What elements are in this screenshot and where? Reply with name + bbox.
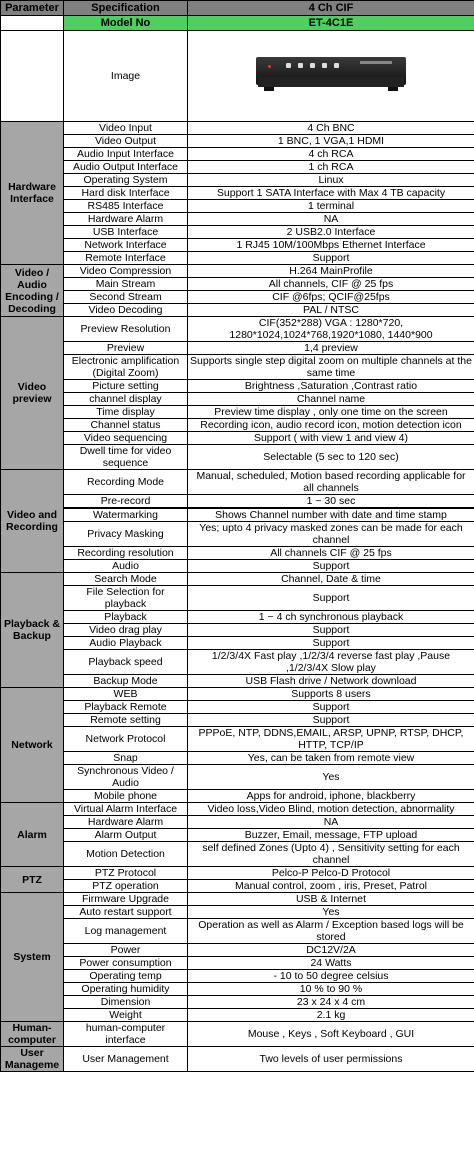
spec-parameter: channel display (64, 393, 188, 406)
spec-value: All channels CIF @ 25 fps (188, 547, 474, 560)
spec-row (1, 380, 474, 393)
spec-row (1, 996, 474, 1009)
spec-value: Support (188, 624, 474, 637)
spec-value: 2.1 kg (188, 1009, 474, 1022)
dvr-led-icon (268, 65, 271, 68)
spec-parameter: Hard disk Interface (64, 187, 188, 200)
spec-value: Operation as well as Alarm / Exception based logs will be stored (188, 919, 474, 944)
spec-parameter: Weight (64, 1009, 188, 1022)
spec-row (1, 983, 474, 996)
spec-parameter: PTZ operation (64, 880, 188, 893)
group-label: Video preview (1, 317, 64, 470)
spec-row (1, 752, 474, 765)
spec-parameter: Snap (64, 752, 188, 765)
spec-value: All channels, CIF @ 25 fps (188, 278, 474, 291)
image-row (1, 31, 474, 122)
spec-value: 1 terminal (188, 200, 474, 213)
spec-row (1, 355, 474, 380)
spec-parameter: Watermarking (64, 509, 188, 522)
spec-row (1, 573, 474, 586)
spec-value: Manual control, zoom , iris, Preset, Patrol (188, 880, 474, 893)
group-label: Video / Audio Encoding / Decoding (1, 265, 64, 317)
spec-value: Linux (188, 174, 474, 187)
spec-parameter: Main Stream (64, 278, 188, 291)
spec-parameter: Playback Remote (64, 701, 188, 714)
spec-row (1, 1047, 474, 1072)
spec-row (1, 867, 474, 880)
spec-value: USB & Internet (188, 893, 474, 906)
spec-value: 1,4 preview (188, 342, 474, 355)
spec-parameter: USB Interface (64, 226, 188, 239)
group-label: Alarm (1, 803, 64, 867)
spec-parameter: Network Interface (64, 239, 188, 252)
spec-value: Channel name (188, 393, 474, 406)
image-spacer (1, 31, 64, 122)
spec-row (1, 213, 474, 226)
spec-row (1, 161, 474, 174)
group-label: System (1, 893, 64, 1022)
spec-parameter: Video drag play (64, 624, 188, 637)
spec-row (1, 970, 474, 983)
spec-parameter: Hardware Alarm (64, 213, 188, 226)
spec-parameter: Firmware Upgrade (64, 893, 188, 906)
spec-row (1, 637, 474, 650)
spec-value: Channel, Date & time (188, 573, 474, 586)
spec-row (1, 919, 474, 944)
spec-value: Supports 8 users (188, 688, 474, 701)
spec-value: Two levels of user permissions (188, 1047, 474, 1072)
spec-parameter: Playback speed (64, 650, 188, 675)
spec-row (1, 957, 474, 970)
spec-value: 4 ch RCA (188, 148, 474, 161)
header-parameter: Parameter (1, 1, 64, 16)
spec-value: Support (188, 560, 474, 573)
spec-row (1, 765, 474, 790)
spec-parameter: Electronic amplification (Digital Zoom) (64, 355, 188, 380)
spec-parameter: Audio Input Interface (64, 148, 188, 161)
spec-row (1, 239, 474, 252)
spec-row (1, 829, 474, 842)
spec-row (1, 880, 474, 893)
spec-row (1, 893, 474, 906)
spec-row (1, 174, 474, 187)
spec-row (1, 790, 474, 803)
dvr-foot (264, 87, 274, 91)
group-label: Network (1, 688, 64, 803)
spec-parameter: Alarm Output (64, 829, 188, 842)
spec-parameter: Backup Mode (64, 675, 188, 688)
spec-row (1, 122, 474, 135)
spec-value: Support (188, 714, 474, 727)
spec-row (1, 522, 474, 547)
spec-row (1, 509, 474, 522)
spec-value: Buzzer, Email, message, FTP upload (188, 829, 474, 842)
spec-parameter: Video Decoding (64, 304, 188, 317)
spec-value: DC12V/2A (188, 944, 474, 957)
spec-parameter: Motion Detection (64, 842, 188, 867)
spec-parameter: Remote Interface (64, 252, 188, 265)
dvr-device-image (256, 51, 406, 101)
spec-value: NA (188, 816, 474, 829)
spec-row (1, 842, 474, 867)
spec-row (1, 135, 474, 148)
spec-parameter: Auto restart support (64, 906, 188, 919)
spec-value: Brightness ,Saturation ,Contrast ratio (188, 380, 474, 393)
header-row (1, 1, 474, 16)
spec-parameter: Virtual Alarm Interface (64, 803, 188, 816)
spec-parameter: Picture setting (64, 380, 188, 393)
spec-parameter: Time display (64, 406, 188, 419)
spec-value: Mouse , Keys , Soft Keyboard , GUI (188, 1022, 474, 1047)
spec-value: H.264 MainProfile (188, 265, 474, 278)
spec-parameter: Audio Playback (64, 637, 188, 650)
spec-row (1, 586, 474, 611)
spec-parameter: Audio (64, 560, 188, 573)
spec-parameter: File Selection for playback (64, 586, 188, 611)
dvr-foot (388, 87, 398, 91)
spec-value: Support (188, 586, 474, 611)
spec-value: 1 ~ 30 sec (188, 495, 474, 508)
spec-row (1, 727, 474, 752)
spec-row (1, 226, 474, 239)
spec-value: Recording icon, audio record icon, motion detection icon (188, 419, 474, 432)
spec-parameter: RS485 Interface (64, 200, 188, 213)
spec-parameter: WEB (64, 688, 188, 701)
spec-value: Selectable (5 sec to 120 sec) (188, 445, 474, 470)
spec-parameter: Video Input (64, 122, 188, 135)
dvr-button-icon (298, 63, 303, 68)
spec-row (1, 675, 474, 688)
spec-row (1, 304, 474, 317)
spec-value: - 10 to 50 degree celsius (188, 970, 474, 983)
spec-value: 2 USB2.0 Interface (188, 226, 474, 239)
model-row (1, 16, 474, 31)
spec-body (1, 16, 474, 1072)
spec-parameter: Privacy Masking (64, 522, 188, 547)
dvr-button-icon (322, 63, 327, 68)
spec-parameter: PTZ Protocol (64, 867, 188, 880)
spec-row (1, 470, 474, 495)
spec-value: 10 % to 90 % (188, 983, 474, 996)
spec-value: Video loss,Video Blind, motion detection, abnormality (188, 803, 474, 816)
spec-value: self defined Zones (Upto 4) , Sensitivity setting for each channel (188, 842, 474, 867)
spec-value: Yes (188, 906, 474, 919)
spec-value: USB Flash drive / Network download (188, 675, 474, 688)
spec-parameter: Preview (64, 342, 188, 355)
spec-value: Support (188, 701, 474, 714)
header-specification: Specification (64, 1, 188, 16)
spec-row (1, 148, 474, 161)
spec-row (1, 714, 474, 727)
spec-parameter: Recording Mode (64, 470, 188, 495)
spec-row (1, 495, 474, 508)
spec-parameter: human-computer interface (64, 1022, 188, 1047)
spec-parameter: Mobile phone (64, 790, 188, 803)
spec-value: NA (188, 213, 474, 226)
spec-value: Support (188, 637, 474, 650)
spec-parameter: Power (64, 944, 188, 957)
spec-parameter: Dwell time for video sequence (64, 445, 188, 470)
spec-row (1, 906, 474, 919)
spec-parameter: Operating temp (64, 970, 188, 983)
spec-value: Support ( with view 1 and view 4) (188, 432, 474, 445)
spec-value: PPPoE, NTP, DDNS,EMAIL, ARSP, UPNP, RTSP, DHCP, HTTP, TCP/IP (188, 727, 474, 752)
spec-parameter: Network Protocol (64, 727, 188, 752)
group-label: User Manageme (1, 1047, 64, 1072)
spec-row (1, 944, 474, 957)
spec-row (1, 252, 474, 265)
spec-parameter: Video Output (64, 135, 188, 148)
spec-row (1, 278, 474, 291)
spec-row (1, 560, 474, 573)
spec-value: Yes; upto 4 privacy masked zones can be made for each channel (188, 522, 474, 547)
spec-value: 23 x 24 x 4 cm (188, 996, 474, 1009)
spec-row (1, 1009, 474, 1022)
spec-value: 1 RJ45 10M/100Mbps Ethernet Interface (188, 239, 474, 252)
spec-value: Pelco-P Pelco-D Protocol (188, 867, 474, 880)
spec-parameter: Video sequencing (64, 432, 188, 445)
group-label: PTZ (1, 867, 64, 893)
spec-value: Support (188, 252, 474, 265)
spec-row (1, 611, 474, 624)
spec-row (1, 406, 474, 419)
spec-value: Manual, scheduled, Motion based recording applicable for all channels (188, 470, 474, 495)
spec-row (1, 291, 474, 304)
spec-parameter: Dimension (64, 996, 188, 1009)
group-label: Video and Recording (1, 470, 64, 573)
spec-parameter: Synchronous Video / Audio (64, 765, 188, 790)
spec-value: Supports single step digital zoom on multiple channels at the same time (188, 355, 474, 380)
spec-parameter: Operating System (64, 174, 188, 187)
spec-value: 1 BNC, 1 VGA,1 HDMI (188, 135, 474, 148)
spec-value: Yes, can be taken from remote view (188, 752, 474, 765)
spec-parameter: Preview Resolution (64, 317, 188, 342)
dvr-front-panel (258, 77, 404, 87)
spec-value: CIF @6fps; QCIF@25fps (188, 291, 474, 304)
spec-parameter: Channel status (64, 419, 188, 432)
spec-row (1, 200, 474, 213)
spec-value: Shows Channel number with date and time stamp (188, 509, 474, 522)
spec-parameter: Video Compression (64, 265, 188, 278)
spec-parameter: Hardware Alarm (64, 816, 188, 829)
spec-row (1, 701, 474, 714)
spec-row (1, 803, 474, 816)
spec-parameter: Operating humidity (64, 983, 188, 996)
spec-row (1, 317, 474, 342)
group-label: Playback & Backup (1, 573, 64, 688)
model-label: Model No (64, 16, 188, 31)
spec-parameter: Power consumption (64, 957, 188, 970)
spec-value: Apps for android, iphone, blackberry (188, 790, 474, 803)
spec-row (1, 688, 474, 701)
spec-value: 4 Ch BNC (188, 122, 474, 135)
spec-row (1, 816, 474, 829)
spec-value: 1/2/3/4X Fast play ,1/2/3/4 reverse fast play ,Pause ,1/2/3/4X Slow play (188, 650, 474, 675)
spec-row (1, 419, 474, 432)
spec-row (1, 547, 474, 560)
spec-row (1, 342, 474, 355)
spec-parameter: Pre-record (64, 495, 188, 508)
spec-parameter: User Management (64, 1047, 188, 1072)
group-label: Human-computer (1, 1022, 64, 1047)
spec-parameter: Second Stream (64, 291, 188, 304)
spec-row (1, 432, 474, 445)
spec-parameter: Playback (64, 611, 188, 624)
spec-row (1, 393, 474, 406)
image-label: Image (64, 31, 188, 122)
spec-value: Support 1 SATA Interface with Max 4 TB capacity (188, 187, 474, 200)
spec-row (1, 445, 474, 470)
spec-value: Yes (188, 765, 474, 790)
dvr-logo-strip (360, 61, 392, 64)
spec-parameter: Search Mode (64, 573, 188, 586)
dvr-button-icon (310, 63, 315, 68)
spec-value: 1 ~ 4 ch synchronous playback (188, 611, 474, 624)
spec-parameter: Recording resolution (64, 547, 188, 560)
spec-value: CIF(352*288) VGA : 1280*720, 1280*1024,1024*768,1920*1080, 1440*900 (188, 317, 474, 342)
spec-row (1, 650, 474, 675)
model-spacer (1, 16, 64, 31)
spec-row (1, 1022, 474, 1047)
spec-row (1, 187, 474, 200)
spec-value: 24 Watts (188, 957, 474, 970)
dvr-button-icon (286, 63, 291, 68)
spec-value: 1 ch RCA (188, 161, 474, 174)
spec-row (1, 265, 474, 278)
spec-row (1, 624, 474, 637)
spec-value: Preview time display , only one time on the screen (188, 406, 474, 419)
product-image (188, 31, 474, 122)
spec-parameter: Audio Output Interface (64, 161, 188, 174)
model-value: ET-4C1E (188, 16, 474, 31)
dvr-button-icon (334, 63, 339, 68)
group-label: Hardware Interface (1, 122, 64, 265)
spec-parameter: Log management (64, 919, 188, 944)
spec-value: PAL / NTSC (188, 304, 474, 317)
header-variant: 4 Ch CIF (188, 1, 474, 16)
spec-parameter: Remote setting (64, 714, 188, 727)
